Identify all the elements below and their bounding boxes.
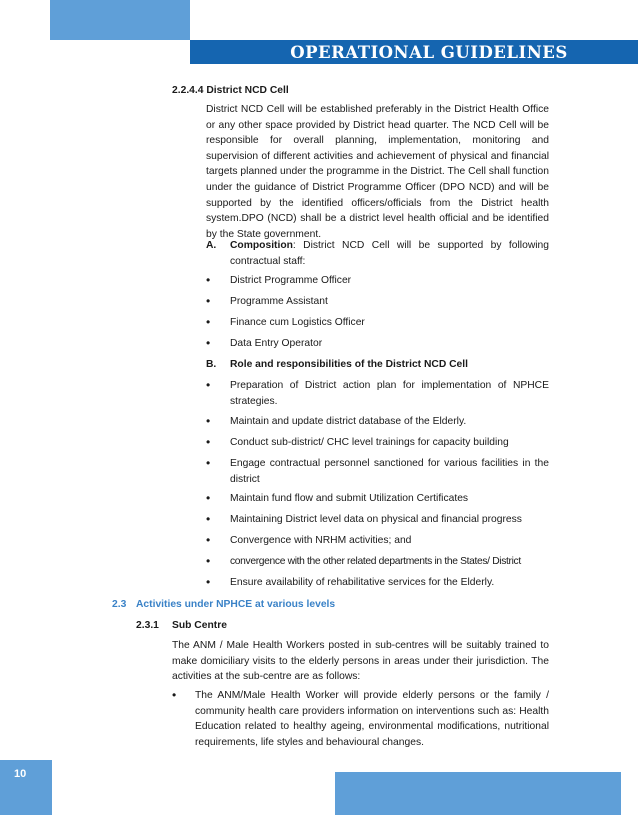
role-item: Convergence with NRHM activities; and: [230, 535, 412, 546]
bullet-icon: •: [206, 512, 211, 526]
role-item: Maintain fund flow and submit Utilization Certificates: [230, 493, 469, 504]
section-231-paragraph: The ANM / Male Health Workers posted in sub-centres will be suitably trained to make domiciliary visits to the elderly persons in areas under their jurisdiction. The activities at the sub-centre are as follows:: [172, 640, 549, 683]
bullet-icon: •: [206, 575, 211, 589]
section-23-title: Activities under NPHCE at various levels: [136, 599, 336, 610]
composition-text: [230, 238, 549, 269]
staff-item: District Programme Officer: [230, 275, 352, 286]
staff-item: Programme Assistant: [230, 296, 328, 307]
role-item: Ensure availability of rehabilitative services for the Elderly.: [230, 577, 495, 588]
page-number: 10: [14, 768, 27, 780]
bullet-icon: •: [206, 315, 211, 329]
role-item: Maintaining District level data on physical and financial progress: [230, 514, 522, 525]
page-header-title: OPERATIONAL GUIDELINES: [290, 42, 568, 62]
composition-description: : District NCD Cell will be supported by following contractual staff:: [230, 240, 549, 267]
bullet-icon: •: [206, 491, 211, 505]
bullet-icon: •: [206, 533, 211, 547]
top-decorative-tab: [50, 0, 190, 40]
bullet-icon: •: [206, 456, 211, 470]
section-231-title: Sub Centre: [172, 620, 227, 631]
roles-marker: B.: [206, 359, 217, 370]
header-bar: [190, 40, 638, 64]
roles-heading: Role and responsibilities of the District NCD Cell: [230, 359, 469, 370]
sub-centre-bullet: The ANM/Male Health Worker will provide elderly persons or the family / community health care providers information on interventions such as: Health Education related to healthy ageing, environmental modifications, nutritional requirements, life styles and behavioural changes.: [195, 690, 549, 748]
composition-label: Composition: [230, 240, 293, 251]
bottom-decorative-tab: [335, 772, 621, 815]
role-item: Maintain and update district database of the Elderly.: [230, 416, 467, 427]
section-2244-title: 2.2.4.4 District NCD Cell: [172, 85, 289, 96]
bullet-icon: •: [206, 414, 211, 428]
section-231-number: 2.3.1: [136, 620, 159, 631]
role-item: Conduct sub-district/ CHC level trainings for capacity building: [230, 437, 509, 448]
bullet-icon: •: [206, 273, 211, 287]
bullet-icon: •: [206, 336, 211, 350]
bullet-icon: •: [206, 294, 211, 308]
staff-item: Finance cum Logistics Officer: [230, 317, 365, 328]
composition-marker: A.: [206, 240, 217, 251]
bullet-icon: •: [206, 554, 211, 568]
staff-item: Data Entry Operator: [230, 338, 323, 349]
bullet-icon: •: [172, 688, 177, 702]
section-23-number: 2.3: [112, 599, 127, 610]
section-2244-paragraph: District NCD Cell will be established preferably in the District Health Office or any other space provided by District head quarter. The NCD Cell will be responsible for overall planning, implementation, monitoring and supervision of different activities and achievement of physical and financial targets planned under the programme in the District. The Cell shall function under the guidance of District Programme Officer (DPO NCD) and will be supported by the identified officers/officials from the District health system.DPO (NCD) shall be a district level health official and be identified by the State government.: [206, 104, 549, 240]
role-item: Preparation of District action plan for implementation of NPHCE strategies.: [230, 380, 549, 407]
role-item: convergence with the other related departments in the States/ District: [230, 556, 521, 567]
bullet-icon: •: [206, 378, 211, 392]
role-item: Engage contractual personnel sanctioned for various facilities in the district: [230, 458, 549, 485]
page-number-box: [0, 760, 52, 815]
bullet-icon: •: [206, 435, 211, 449]
